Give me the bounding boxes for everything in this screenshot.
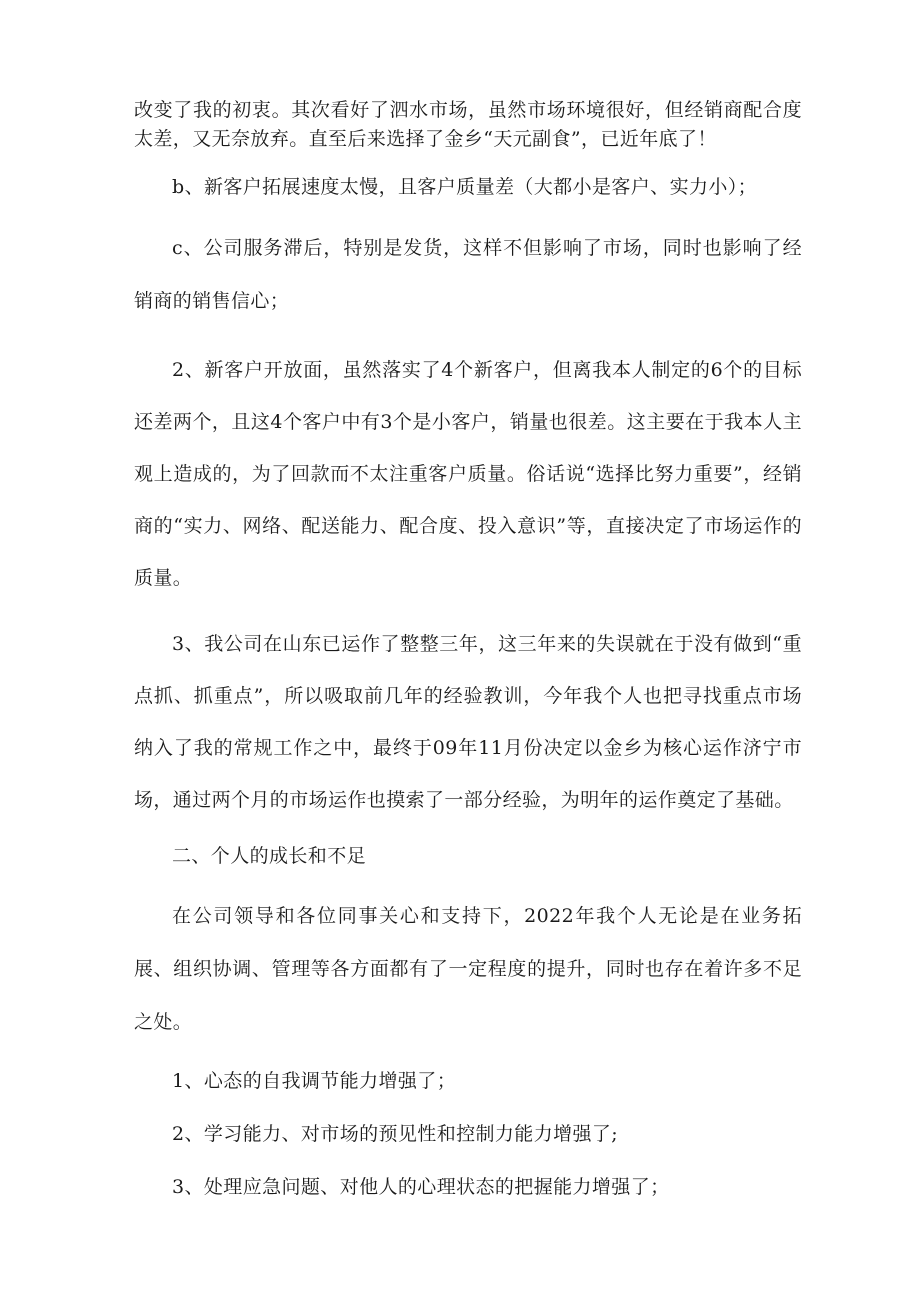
- list-item-2: 2、学习能力、对市场的预见性和控制力能力增强了;: [172, 1123, 619, 1145]
- list-item-3: 3、处理应急问题、对他人的心理状态的把握能力增强了；: [172, 1176, 670, 1198]
- paragraph-market-history: 改变了我的初衷。其次看好了泗水市场，虽然市场环境很好，但经销商配合度太差，又无奈放弃。直至后来选择了金乡“天元副食”，已近年底了！: [134, 99, 802, 150]
- document-body: [134, 96, 802, 1206]
- paragraph-item-b: b、新客户拓展速度太慢，且客户质量差（大都小是客户、实力小）；: [172, 176, 758, 198]
- paragraph-item-c: c、公司服务滞后，特别是发货，这样不但影响了市场，同时也影响了经销商的销售信心；: [134, 237, 802, 312]
- paragraph-growth-intro: 在公司领导和各位同事关心和支持下，2022年我个人无论是在业务拓展、组织协调、管理等各方面都有了一定程度的提升，同时也存在着许多不足之处。: [134, 905, 802, 1033]
- list-item-1: 1、心态的自我调节能力增强了；: [172, 1070, 457, 1092]
- section-heading-growth: 二、个人的成长和不足: [172, 845, 367, 867]
- paragraph-point-3: 3、我公司在山东已运作了整整三年，这三年来的失误就在于没有做到“重点抓、抓重点”，所以吸取前几年的经验教训，今年我个人也把寻找重点市场纳入了我的常规工作之中，最终于09年11月份决定以金乡为核心运作济宁市场，通过两个月的市场运作也摸索了一部分经验，为明年的运作奠定了基础。: [134, 633, 802, 811]
- paragraph-point-2: 2、新客户开放面，虽然落实了4个新客户，但离我本人制定的6个的目标还差两个，且这4个客户中有3个是小客户，销量也很差。这主要在于我本人主观上造成的，为了回款而不太注重客户质量。俗话说“选择比努力重要”，经销商的“实力、网络、配送能力、配合度、投入意识”等，直接决定了市场运作的质量。: [134, 359, 802, 589]
